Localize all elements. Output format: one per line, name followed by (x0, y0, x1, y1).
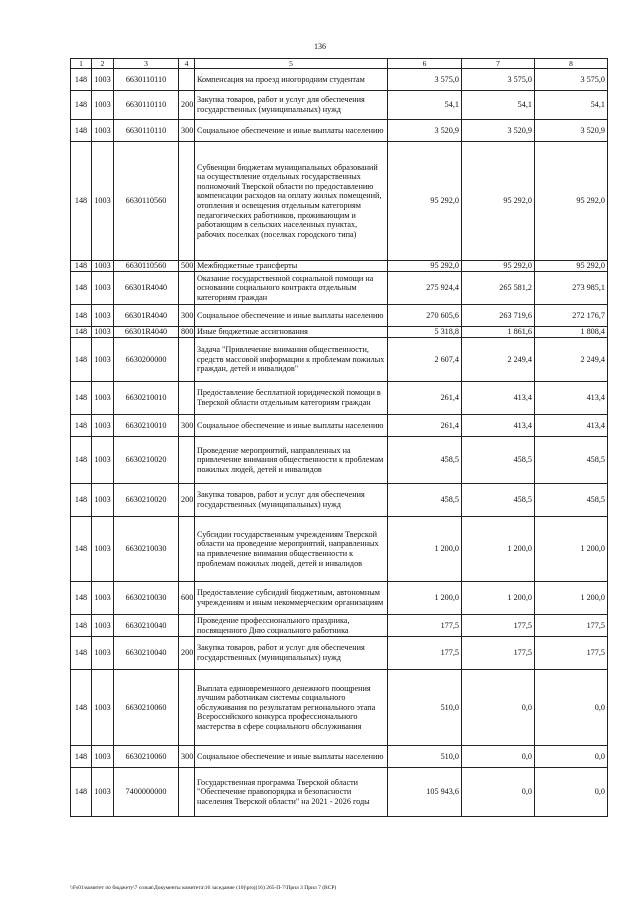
description-cell: Задача "Привлечение внимания общественности, средств массовой информации к проблемам пожилых граждан, детей и инвалидов" (195, 338, 388, 382)
table-row (71, 261, 608, 272)
column-header: 6 (388, 59, 462, 69)
target-article-cell: 6630210040 (114, 615, 179, 637)
table-row (71, 69, 608, 91)
description-cell: Государственная программа Тверской области "Обеспечение правопорядка и безопасности населения Тверской области" на 2021 - 2026 годы (195, 768, 388, 817)
table-header-row (71, 59, 608, 69)
table-row (71, 768, 608, 817)
expense-type-cell: 500 (179, 261, 195, 272)
description-cell: Предоставление субсидий бюджетным, автономным учреждениям и иным некоммерческим организациям (195, 582, 388, 615)
amount-cell: 1 200,0 (462, 582, 535, 615)
subsection-code-cell: 1003 (92, 120, 114, 142)
amount-cell: 413,4 (462, 382, 535, 415)
subsection-code-cell: 1003 (92, 615, 114, 637)
table-row (71, 382, 608, 415)
amount-cell: 1 200,0 (462, 517, 535, 582)
amount-cell: 95 292,0 (462, 261, 535, 272)
expense-type-cell: 300 (179, 746, 195, 768)
amount-cell: 177,5 (462, 637, 535, 670)
table-row (71, 746, 608, 768)
expense-type-cell (179, 615, 195, 637)
target-article-cell: 6630210020 (114, 484, 179, 517)
amount-cell: 2 249,4 (535, 338, 608, 382)
amount-cell: 261,4 (388, 382, 462, 415)
amount-cell: 273 985,1 (535, 272, 608, 305)
amount-cell: 1 808,4 (535, 327, 608, 338)
amount-cell: 177,5 (388, 615, 462, 637)
expense-type-cell (179, 338, 195, 382)
subsection-code-cell: 1003 (92, 637, 114, 670)
section-code-cell: 148 (71, 382, 92, 415)
subsection-code-cell: 1003 (92, 142, 114, 261)
amount-cell: 263 719,6 (462, 305, 535, 327)
section-code-cell: 148 (71, 338, 92, 382)
section-code-cell: 148 (71, 582, 92, 615)
amount-cell: 413,4 (462, 415, 535, 437)
description-cell: Компенсация на проезд иногородним студентам (195, 69, 388, 91)
amount-cell: 177,5 (535, 615, 608, 637)
section-code-cell: 148 (71, 142, 92, 261)
table-row (71, 484, 608, 517)
table-row (71, 91, 608, 120)
amount-cell: 1 861,6 (462, 327, 535, 338)
amount-cell: 458,5 (388, 437, 462, 484)
amount-cell: 510,0 (388, 670, 462, 746)
target-article-cell: 6630210060 (114, 746, 179, 768)
expense-type-cell: 300 (179, 415, 195, 437)
expense-type-cell: 200 (179, 484, 195, 517)
table-row (71, 670, 608, 746)
amount-cell: 3 520,9 (535, 120, 608, 142)
page-number: 136 (314, 42, 326, 51)
section-code-cell: 148 (71, 69, 92, 91)
subsection-code-cell: 1003 (92, 484, 114, 517)
description-cell: Социальное обеспечение и иные выплаты населению (195, 415, 388, 437)
subsection-code-cell: 1003 (92, 582, 114, 615)
target-article-cell: 6630210040 (114, 637, 179, 670)
target-article-cell: 66301R4040 (114, 272, 179, 305)
subsection-code-cell: 1003 (92, 261, 114, 272)
description-cell: Иные бюджетные ассигнования (195, 327, 388, 338)
expense-type-cell (179, 437, 195, 484)
amount-cell: 3 520,9 (462, 120, 535, 142)
target-article-cell: 6630210010 (114, 382, 179, 415)
amount-cell: 510,0 (388, 746, 462, 768)
column-header: 4 (179, 59, 195, 69)
target-article-cell: 7400000000 (114, 768, 179, 817)
amount-cell: 177,5 (388, 637, 462, 670)
column-header: 7 (462, 59, 535, 69)
amount-cell: 5 318,8 (388, 327, 462, 338)
section-code-cell: 148 (71, 120, 92, 142)
expense-type-cell (179, 272, 195, 305)
expense-type-cell (179, 670, 195, 746)
section-code-cell: 148 (71, 437, 92, 484)
table-row (71, 338, 608, 382)
description-cell: Социальное обеспечение и иные выплаты населению (195, 120, 388, 142)
table-row (71, 437, 608, 484)
amount-cell: 0,0 (462, 670, 535, 746)
subsection-code-cell: 1003 (92, 272, 114, 305)
description-cell: Выплата единовременного денежного поощрения лучшим работникам системы социального обслуживания по результатам регионального этапа Всероссийского конкурса профессионального мастерства в сфере социального обслуживания (195, 670, 388, 746)
amount-cell: 458,5 (462, 484, 535, 517)
subsection-code-cell: 1003 (92, 338, 114, 382)
amount-cell: 413,4 (535, 415, 608, 437)
column-header: 2 (92, 59, 114, 69)
expense-type-cell (179, 517, 195, 582)
subsection-code-cell: 1003 (92, 746, 114, 768)
amount-cell: 458,5 (462, 437, 535, 484)
description-cell: Оказание государственной социальной помощи на основании социального контракта отдельным категориям граждан (195, 272, 388, 305)
subsection-code-cell: 1003 (92, 437, 114, 484)
amount-cell: 265 581,2 (462, 272, 535, 305)
section-code-cell: 148 (71, 746, 92, 768)
amount-cell: 0,0 (535, 768, 608, 817)
column-header: 1 (71, 59, 92, 69)
amount-cell: 2 607,4 (388, 338, 462, 382)
subsection-code-cell: 1003 (92, 670, 114, 746)
description-cell: Межбюджетные трансферты (195, 261, 388, 272)
expense-type-cell: 300 (179, 305, 195, 327)
table-row (71, 327, 608, 338)
target-article-cell: 6630200000 (114, 338, 179, 382)
amount-cell: 3 575,0 (388, 69, 462, 91)
section-code-cell: 148 (71, 272, 92, 305)
target-article-cell: 6630110560 (114, 142, 179, 261)
amount-cell: 54,1 (535, 91, 608, 120)
section-code-cell: 148 (71, 91, 92, 120)
expense-type-cell (179, 382, 195, 415)
footer-path: \\Fs01\комитет по бюджету\7 созыв\Документы комитета\16 заседание (10)\proj(16) 265-П-7\Прил 3 Прил 7 (ВСР) (70, 885, 337, 891)
amount-cell: 3 575,0 (462, 69, 535, 91)
amount-cell: 458,5 (535, 484, 608, 517)
amount-cell: 261,4 (388, 415, 462, 437)
amount-cell: 54,1 (388, 91, 462, 120)
subsection-code-cell: 1003 (92, 382, 114, 415)
amount-cell: 54,1 (462, 91, 535, 120)
subsection-code-cell: 1003 (92, 91, 114, 120)
amount-cell: 95 292,0 (535, 261, 608, 272)
target-article-cell: 6630210030 (114, 517, 179, 582)
amount-cell: 95 292,0 (388, 142, 462, 261)
section-code-cell: 148 (71, 615, 92, 637)
description-cell: Социальное обеспечение и иные выплаты населению (195, 746, 388, 768)
expense-type-cell: 200 (179, 637, 195, 670)
table-row (71, 637, 608, 670)
table-row (71, 615, 608, 637)
description-cell: Субвенции бюджетам муниципальных образований на осуществление отдельных государственных полномочий Тверской области по предоставлению компенсации расходов на оплату жилых помещений, отопления и освещения отдельным категориям педагогических работников, проживающим и работающим в сельских населенных пунктах, рабочих поселках (поселках городского типа) (195, 142, 388, 261)
section-code-cell: 148 (71, 484, 92, 517)
subsection-code-cell: 1003 (92, 305, 114, 327)
target-article-cell: 6630110110 (114, 91, 179, 120)
target-article-cell: 6630210020 (114, 437, 179, 484)
expense-type-cell (179, 142, 195, 261)
section-code-cell: 148 (71, 327, 92, 338)
amount-cell: 95 292,0 (535, 142, 608, 261)
table-row (71, 120, 608, 142)
amount-cell: 413,4 (535, 382, 608, 415)
column-header: 5 (195, 59, 388, 69)
description-cell: Субсидии государственным учреждениям Тверской области на проведение мероприятий, направленных на привлечение внимания общественности к проблемам пожилых людей, детей и инвалидов (195, 517, 388, 582)
section-code-cell: 148 (71, 305, 92, 327)
description-cell: Закупка товаров, работ и услуг для обеспечения государственных (муниципальных) нужд (195, 637, 388, 670)
subsection-code-cell: 1003 (92, 517, 114, 582)
section-code-cell: 148 (71, 670, 92, 746)
table-row (71, 272, 608, 305)
amount-cell: 0,0 (462, 746, 535, 768)
target-article-cell: 6630210060 (114, 670, 179, 746)
amount-cell: 0,0 (535, 746, 608, 768)
column-header: 8 (535, 59, 608, 69)
subsection-code-cell: 1003 (92, 768, 114, 817)
description-cell: Проведение мероприятий, направленных на привлечение внимания общественности к проблемам пожилых людей, детей и инвалидов (195, 437, 388, 484)
table-row (71, 142, 608, 261)
column-header: 3 (114, 59, 179, 69)
amount-cell: 272 176,7 (535, 305, 608, 327)
section-code-cell: 148 (71, 415, 92, 437)
section-code-cell: 148 (71, 768, 92, 817)
description-cell: Закупка товаров, работ и услуг для обеспечения государственных (муниципальных) нужд (195, 484, 388, 517)
description-cell: Закупка товаров, работ и услуг для обеспечения государственных (муниципальных) нужд (195, 91, 388, 120)
amount-cell: 1 200,0 (535, 517, 608, 582)
amount-cell: 3 575,0 (535, 69, 608, 91)
target-article-cell: 6630210010 (114, 415, 179, 437)
amount-cell: 3 520,9 (388, 120, 462, 142)
amount-cell: 0,0 (462, 768, 535, 817)
amount-cell: 177,5 (535, 637, 608, 670)
target-article-cell: 6630110110 (114, 69, 179, 91)
amount-cell: 0,0 (535, 670, 608, 746)
amount-cell: 1 200,0 (535, 582, 608, 615)
amount-cell: 275 924,4 (388, 272, 462, 305)
amount-cell: 1 200,0 (388, 582, 462, 615)
table-row (71, 415, 608, 437)
amount-cell: 1 200,0 (388, 517, 462, 582)
target-article-cell: 6630110110 (114, 120, 179, 142)
budget-table (70, 58, 608, 817)
amount-cell: 95 292,0 (388, 261, 462, 272)
expense-type-cell (179, 69, 195, 91)
amount-cell: 458,5 (535, 437, 608, 484)
expense-type-cell: 800 (179, 327, 195, 338)
section-code-cell: 148 (71, 637, 92, 670)
subsection-code-cell: 1003 (92, 415, 114, 437)
expense-type-cell (179, 768, 195, 817)
expense-type-cell: 200 (179, 91, 195, 120)
target-article-cell: 66301R4040 (114, 327, 179, 338)
target-article-cell: 66301R4040 (114, 305, 179, 327)
amount-cell: 458,5 (388, 484, 462, 517)
expense-type-cell: 300 (179, 120, 195, 142)
table-row (71, 582, 608, 615)
target-article-cell: 6630110560 (114, 261, 179, 272)
amount-cell: 177,5 (462, 615, 535, 637)
table-row (71, 517, 608, 582)
description-cell: Предоставление бесплатной юридической помощи в Тверской области отдельным категориям граждан (195, 382, 388, 415)
section-code-cell: 148 (71, 517, 92, 582)
table-row (71, 305, 608, 327)
section-code-cell: 148 (71, 261, 92, 272)
description-cell: Социальное обеспечение и иные выплаты населению (195, 305, 388, 327)
subsection-code-cell: 1003 (92, 69, 114, 91)
subsection-code-cell: 1003 (92, 327, 114, 338)
amount-cell: 95 292,0 (462, 142, 535, 261)
target-article-cell: 6630210030 (114, 582, 179, 615)
amount-cell: 270 605,6 (388, 305, 462, 327)
amount-cell: 2 249,4 (462, 338, 535, 382)
description-cell: Проведение профессионального праздника, посвященного Дню социального работника (195, 615, 388, 637)
expense-type-cell: 600 (179, 582, 195, 615)
amount-cell: 105 943,6 (388, 768, 462, 817)
